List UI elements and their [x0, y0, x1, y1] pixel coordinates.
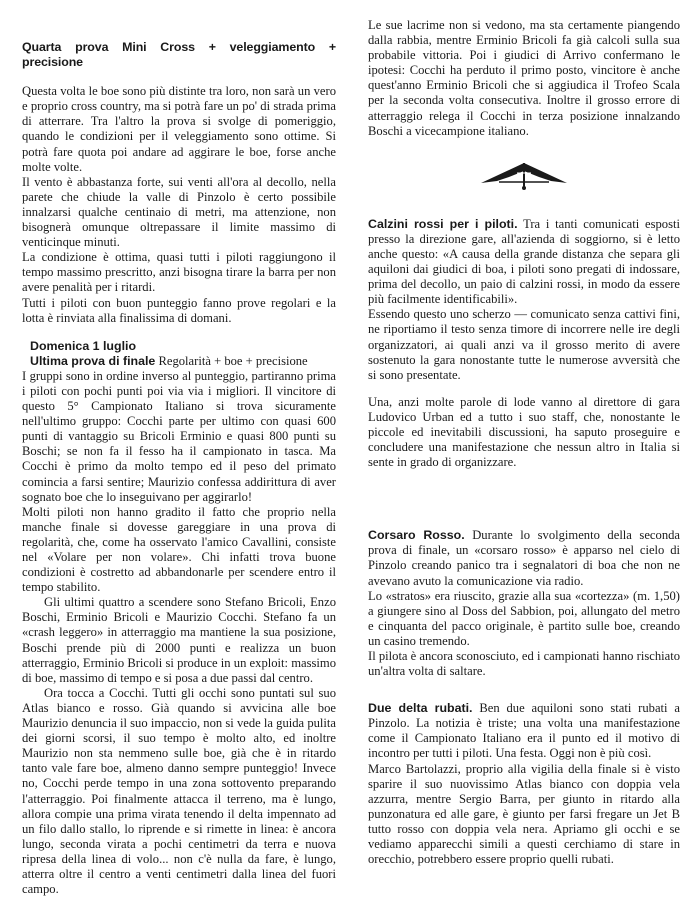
heading-delta: Due delta rubati. [368, 701, 473, 716]
paragraph: Tutti i piloti con buon punteggio fanno prove regolari e la lotta è rinviata alla finalissima di domani. [22, 295, 336, 325]
delta-text: Ben due aquiloni sono stati rubati a Pinzolo. La notizia è triste; una volta una manifestazione come il Campionato Italiano era il punto ed il motivo di incontro per tutti i piloti. Una festa. Oggi non è più così. [368, 701, 680, 761]
calzini-text: Tra i tanti comunicati esposti presso la direzione gare, all'azienda di soggiorno, si è letto anche questo: «A causa della grande distanza che separa gli aquiloni dai giudici di boa, i piloti sono pregati di indossare, prima del decollo, un paio di calzini rossi, in modo da essere più facilmente identificabili». [368, 216, 680, 307]
paragraph: La condizione è ottima, quasi tutti i piloti raggiungono il tempo massimo prescritto, anzi bisogna tirare la barra per non avere penalità per i ritardi. [22, 250, 336, 295]
corsaro-paragraph [368, 528, 680, 588]
hang-glider-emblem-icon [479, 159, 569, 191]
heading-domenica: Domenica 1 luglio [30, 338, 137, 353]
heading-ultima-prova: Ultima prova di finale [30, 353, 156, 368]
paragraph: I gruppi sono in ordine inverso al punteggio, partiranno prima i piloti con pochi punti poi via via i migliori. Il vincitore di questo 5° Campionato Italiano si trova sicuramente nell'ultimo gruppo: Cocchi parte per ultimo con quasi 600 punti di vantaggio su Bricoli Erminio e quasi 800 punti su Boschi; se non fa il fesso ha il campionato in tasca. Ma Cocchi è primo da molto tempo ed il peso del primato comincia a farsi sentire; Maurizio confessa addirittura di aver sognato boe che lo inseguivano per aggirarlo! [22, 368, 336, 504]
paragraph: Molti piloti non hanno gradito il fatto che proprio nella manche finale si dovesse gareggiare in una prova di regolarità, che, come ha osservato l'amico Cavallini, consiste nel «Volare per non volare». Chi infatti trova buone condizioni è costretto ad abbandonarle per scendere entro il tempo stabilito. [22, 504, 336, 595]
paragraph: Gli ultimi quattro a scendere sono Stefano Bricoli, Enzo Boschi, Erminio Bricoli e Maurizio Cocchi. Stefano fa un «crash leggero» in atterraggio ma mantiene la sua posizione, Boschi prende più di 2000 punti e realizza un buon atterraggio, Erminio Bricoli si produce in un exploit: massimo di boe, massimo di tempo e si posa a due passi dal centro. [22, 595, 336, 685]
paragraph: Una, anzi molte parole di lode vanno al direttore di gara Ludovico Urban ed a tutto i suo staff, che, nonostante le piccole ed inevitabili discussioni, ha saputo proseguire e concludere una manifestazione che nessun altro in Italia si sente in grado di organizzare. [368, 394, 680, 470]
left-column [22, 0, 336, 897]
calzini-paragraph [368, 217, 680, 308]
paragraph: Essendo questo uno scherzo — comunicato senza cattivi fini, ne riportiamo il testo senza timore di incorrere nelle ire degli organizzatori, ai quali anzi va il grosso merito di avere sostenuto la gara nonostante tutte le numerose avversità che si sono presentate. [368, 307, 680, 382]
right-column [368, 0, 680, 867]
final-subheading: Regolarità + boe + precisione [155, 353, 308, 368]
paragraph: Il pilota è ancora sconosciuto, ed i campionati hanno rischiato un'altra volta di saltare. [368, 649, 680, 679]
heading-quarta-prova: Quarta prova Mini Cross + veleggiamento + precisione [22, 40, 336, 70]
delta-paragraph [368, 701, 680, 761]
paragraph: Il vento è abbastanza forte, sui venti all'ora al decollo, nella parete che chiude la valle di Pinzolo è certo possibile innalzarsi qualche centinaio di metri, ma attenzione, non bisognerà omunque oltrepassare il limite massimo di venticinque minuti. [22, 174, 336, 250]
paragraph: Questa volta le boe sono più distinte tra loro, non sarà un vero e proprio cross country, ma si potrà fare un po' di strada prima di atterrare. Tra l'altro la prova si svolge di pomeriggio, quando le condizioni per il veleggiamento sono ottime. Si potrà fare quota poi andare ad aggirare le boe, forse anche molte volte. [22, 84, 336, 174]
paragraph: Le sue lacrime non si vedono, ma sta certamente piangendo dalla rabbia, mentre Erminio Bricoli fa già calcoli sulla sua probabile vittoria. Poi i giudici di Arrivo confermano le ipotesi: Cocchi ha perduto il primo posto, vincitore è anche quest'anno Erminio Bricoli che si aggiudica il Trofeo Scala per la seconda volta consecutiva. Inoltre il grosso errore di atterraggio relega il Cocchi in terza posizione innalzando Boschi a vicecampione italiano. [368, 18, 680, 138]
paragraph: Marco Bartolazzi, proprio alla vigilia della finale si è visto sparire il suo nuovissimo Atlas bianco con doppia vela azzurra, mentre Sergio Barra, per giunto in ritardo alla punzonatura ed alle gare, è giunto per farsi fregare un Jet B tutto rosso con doppia vela nera. Apriamo gli occhi e se vediamo apparecchi simili a questi cerchiamo di stare in orecchio, potrebbero essere proprio quelli rubati. [368, 761, 680, 867]
corsaro-text: Durante lo svolgimento della seconda prova di finale, un «corsaro rosso» è apparso nel cielo di Pinzolo creando panico tra i segnalatori di boa che non ne avevano avuto la comunicazione via radio. [368, 528, 680, 588]
final-heading-line [22, 354, 336, 369]
paragraph: Ora tocca a Cocchi. Tutti gli occhi sono puntati sul suo Atlas bianco e rosso. Già quando si avvicina alle boe Maurizio denuncia il suo impaccio, non si vede la guida pulita dei giorni scorsi, il suo tempo è molto alto, ed inoltre Maurizio non sta nemmeno sulle boe, già che è in ritardo tanto vale fare boe, almeno danno sempre punteggio! Invece no, Cocchi perde tempo in una zona sottovento preparando l'atterraggio. Poi finalmente attacca il terreno, ma è lungo, allora compie una prima virata tenendo il delta impennato ad un filo dallo stallo, lo riprende e si rimette in linea: è ancora lungo, seconda virata a pochi centimetri da terra e nuova ripresa della linea di volo... non c'è nulla da fare, è lungo, atterra oltre il centro a venti centimetri dalla linea del fuori campo. [22, 685, 336, 897]
heading-calzini: Calzini rossi per i piloti. [368, 216, 518, 231]
heading-corsaro: Corsaro Rosso. [368, 528, 465, 543]
paragraph: Lo «stratos» era riuscito, grazie alla sua «cortezza» (m. 1,50) a giungere sino al Doss del Sabbion, poi, allungato del metro e cinquanta del pacco originale, è partito sulle boe, creando un casino tremendo. [368, 588, 680, 648]
